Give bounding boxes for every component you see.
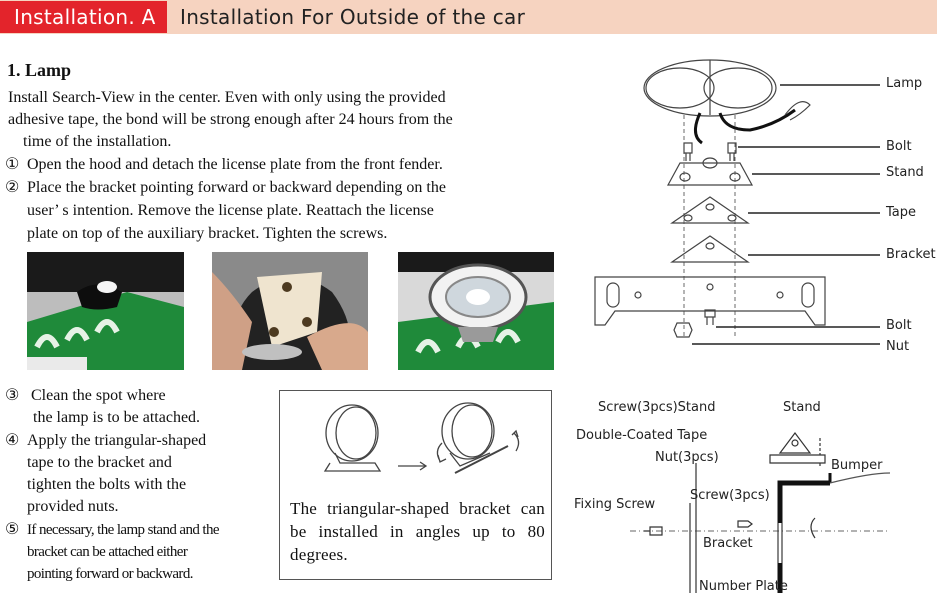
- step-5-number: ⑤: [5, 521, 20, 538]
- step-4-number: ④: [5, 432, 20, 449]
- intro-line-1: Install Search-View in the center. Even with only using the provided: [8, 89, 446, 106]
- intro-line-3: time of the installation.: [23, 133, 172, 150]
- label-bolt-top: Bolt: [886, 139, 912, 154]
- page-title: Installation For Outside of the car: [180, 5, 526, 29]
- step-2-line-1: Place the bracket pointing forward or backward depending on the: [27, 179, 446, 196]
- label-side-bracket: Bracket: [703, 536, 753, 551]
- label-tape: Tape: [886, 205, 917, 220]
- label-bumper: Bumper: [831, 458, 883, 473]
- step-1-line-1: Open the hood and detach the license plate from the front fender.: [27, 156, 443, 173]
- label-nut: Nut: [886, 339, 910, 354]
- photo-attach-tape: [212, 252, 368, 370]
- label-number-plate: Number Plate: [699, 579, 788, 594]
- label-double-coated-tape: Double-Coated Tape: [576, 428, 708, 443]
- step-3-number: ③: [5, 387, 20, 404]
- label-screw-3pcs: Screw(3pcs): [690, 488, 770, 503]
- label-screw-stand: Screw(3pcs)Stand: [598, 400, 716, 415]
- step-4-line-2: tape to the bracket and: [27, 454, 172, 471]
- step-1-number: ①: [5, 156, 20, 173]
- exploded-diagram: [580, 55, 937, 365]
- label-stand: Stand: [886, 165, 924, 180]
- label-nut-3pcs: Nut(3pcs): [655, 450, 719, 465]
- intro-line-2: adhesive tape, the bond will be strong enough after 24 hours from the: [8, 111, 453, 128]
- photo-license-plate: [27, 252, 184, 370]
- section-tag: Installation. A: [0, 1, 167, 33]
- label-fixing-screw: Fixing Screw: [574, 497, 656, 512]
- label-bolt-bottom: Bolt: [886, 318, 912, 333]
- step-4-line-4: provided nuts.: [27, 498, 119, 515]
- angle-illustration: [280, 391, 551, 491]
- angle-note-box: [279, 390, 552, 580]
- step-3-line-2: the lamp is to be attached.: [33, 409, 201, 426]
- label-lamp: Lamp: [886, 76, 923, 91]
- step-4-line-1: Apply the triangular-shaped: [27, 432, 207, 449]
- angle-note-text: The triangular-shaped bracket can be installed in angles up to 80 degrees.: [290, 499, 545, 564]
- step-2-number: ②: [5, 179, 20, 196]
- section-title: 1. Lamp: [7, 60, 72, 80]
- label-side-stand: Stand: [783, 400, 821, 415]
- photo-mounted-lamp: [398, 252, 554, 370]
- step-5-line-2: bracket can be attached either: [27, 544, 188, 560]
- step-5-line-1: If necessary, the lamp stand and the: [27, 522, 219, 538]
- step-2-line-2: user’ s intention. Remove the license plate. Reattach the license: [27, 202, 434, 219]
- step-5-line-3: pointing forward or backward.: [27, 566, 193, 582]
- step-3-line-1: Clean the spot where: [27, 387, 166, 404]
- label-bracket: Bracket: [886, 247, 936, 262]
- step-4-line-3: tighten the bolts with the: [27, 476, 187, 493]
- step-2-line-3: plate on top of the auxiliary bracket. Tighten the screws.: [27, 225, 388, 242]
